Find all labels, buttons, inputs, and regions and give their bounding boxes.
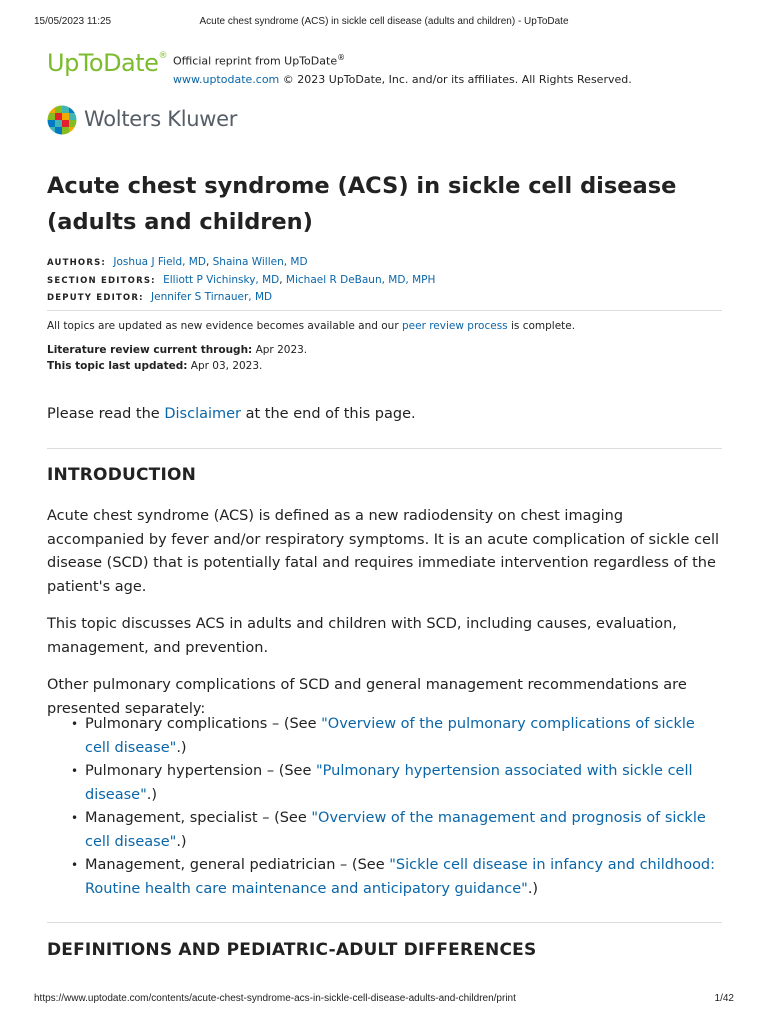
section-editor-link[interactable]: Michael R DeBaun, MD, MPH bbox=[285, 273, 436, 286]
publisher-name: Wolters Kluwer bbox=[84, 107, 238, 131]
deputy-editor-row bbox=[47, 289, 722, 307]
reprint-notice bbox=[173, 49, 632, 89]
section-editor-link[interactable]: Elliott P Vichinsky, MD bbox=[163, 273, 280, 286]
uptodate-site-link[interactable]: www.uptodate.com bbox=[173, 72, 280, 86]
paragraph: Other pulmonary complications of SCD and general management recommendations are presented separately: bbox=[47, 677, 687, 717]
topic-link[interactable]: "Pulmonary hypertension associated with sickle cell disease" bbox=[85, 763, 693, 803]
section-editors-label: SECTION EDITORS: bbox=[47, 275, 156, 286]
print-page-title: Acute chest syndrome (ACS) in sickle cell disease (adults and children) - UpToDate bbox=[199, 16, 569, 27]
last-updated-value: Apr 03, 2023. bbox=[187, 360, 263, 372]
divider bbox=[47, 448, 722, 449]
print-header bbox=[34, 16, 734, 30]
list-item-tail: .) bbox=[146, 786, 158, 803]
update-note-text-end: is complete. bbox=[507, 320, 576, 332]
print-url: https://www.uptodate.com/contents/acute-chest-syndrome-acs-in-sickle-cell-disease-adults-and-children/print bbox=[34, 993, 516, 1004]
paragraph: Acute chest syndrome (ACS) is defined as a new radiodensity on chest imaging accompanied by fever and/or respiratory symptoms. It is an acute complication of sickle cell disease (SCD) that is potentially fatal and requires immediate intervention regardless of the patient's age. bbox=[47, 508, 720, 595]
last-updated-label: This topic last updated: bbox=[47, 360, 188, 372]
brand-row bbox=[47, 48, 722, 88]
update-status bbox=[47, 318, 722, 374]
uptodate-logo-text: UpToDate bbox=[47, 49, 159, 77]
list-item-label: Pulmonary hypertension – (See bbox=[85, 763, 317, 779]
wolters-kluwer-globe-icon bbox=[47, 105, 77, 135]
reprint-text: Official reprint from UpToDate bbox=[173, 54, 338, 68]
introduction-heading: INTRODUCTION bbox=[47, 465, 197, 485]
uptodate-logo-reg: ® bbox=[158, 51, 167, 61]
page-number: 1/42 bbox=[714, 993, 734, 1004]
bullet-icon: • bbox=[71, 811, 79, 825]
list-item-tail: .) bbox=[176, 739, 187, 756]
topic-link[interactable]: "Overview of the management and prognosis of sickle cell disease" bbox=[85, 810, 706, 850]
bullet-icon: • bbox=[71, 764, 79, 778]
topic-contributors bbox=[47, 254, 722, 307]
lit-review-label: Literature review current through: bbox=[47, 344, 253, 356]
section-editors-row: SECTION EDITORS: Elliott P Vichinsky, MD, Michael R DeBaun, MD, MPH bbox=[47, 273, 436, 286]
topic-title: Acute chest syndrome (ACS) in sickle cell disease (adults and children) bbox=[47, 173, 677, 235]
copyright-text: © 2023 UpToDate, Inc. and/or its affiliates. All Rights Reserved. bbox=[279, 72, 632, 86]
list-item bbox=[47, 760, 722, 807]
divider bbox=[47, 922, 722, 923]
list-item-tail: .) bbox=[527, 880, 539, 897]
authors-row: AUTHORS: Joshua J Field, MD, Shaina Willen, MD bbox=[47, 256, 308, 268]
author-link[interactable]: Shaina Willen, MD bbox=[212, 256, 308, 268]
list-item bbox=[47, 807, 722, 854]
deputy-editor-link[interactable]: Jennifer S Tirnauer, MD bbox=[151, 291, 273, 303]
peer-review-link[interactable]: peer review process bbox=[401, 320, 508, 332]
paragraph: This topic discusses ACS in adults and children with SCD, including causes, evaluation, management, and prevention. bbox=[47, 616, 677, 656]
reprint-reg: ® bbox=[337, 53, 346, 62]
authors-label: AUTHORS: bbox=[47, 258, 107, 268]
list-item bbox=[47, 713, 722, 760]
disclaimer-prefix: Please read the bbox=[47, 406, 165, 422]
divider bbox=[47, 310, 722, 311]
author-link[interactable]: Joshua J Field, MD bbox=[113, 256, 206, 268]
definitions-heading: DEFINITIONS AND PEDIATRIC-ADULT DIFFERENCES bbox=[47, 940, 537, 960]
publisher-logo[interactable] bbox=[47, 103, 347, 137]
update-note-text: All topics are updated as new evidence becomes available and our bbox=[47, 320, 402, 332]
list-item-tail: .) bbox=[176, 833, 187, 850]
introduction-body bbox=[47, 505, 722, 721]
list-item bbox=[47, 854, 722, 901]
topic-link[interactable]: "Overview of the pulmonary complications of sickle cell disease" bbox=[85, 716, 695, 756]
print-date: 15/05/2023 11:25 bbox=[34, 16, 112, 27]
list-item-label: Management, specialist – (See bbox=[85, 810, 312, 826]
deputy-editor-label: DEPUTY EDITOR: bbox=[47, 293, 144, 303]
lit-review-value: Apr 2023. bbox=[252, 344, 308, 356]
related-topics-list bbox=[47, 713, 722, 901]
disclaimer-link[interactable]: Disclaimer bbox=[164, 406, 242, 422]
list-item-label: Pulmonary complications – (See bbox=[85, 716, 322, 732]
bullet-icon: • bbox=[71, 717, 79, 731]
list-item-label: Management, general pediatrician – (See bbox=[85, 857, 390, 873]
topic-link[interactable]: "Sickle cell disease in infancy and childhood: Routine health care maintenance and anticipatory guidance" bbox=[85, 857, 716, 897]
print-footer bbox=[34, 993, 734, 1007]
disclaimer-notice bbox=[47, 403, 722, 426]
bullet-icon: • bbox=[71, 858, 79, 872]
uptodate-logo[interactable] bbox=[47, 49, 167, 77]
disclaimer-suffix: at the end of this page. bbox=[241, 406, 416, 422]
